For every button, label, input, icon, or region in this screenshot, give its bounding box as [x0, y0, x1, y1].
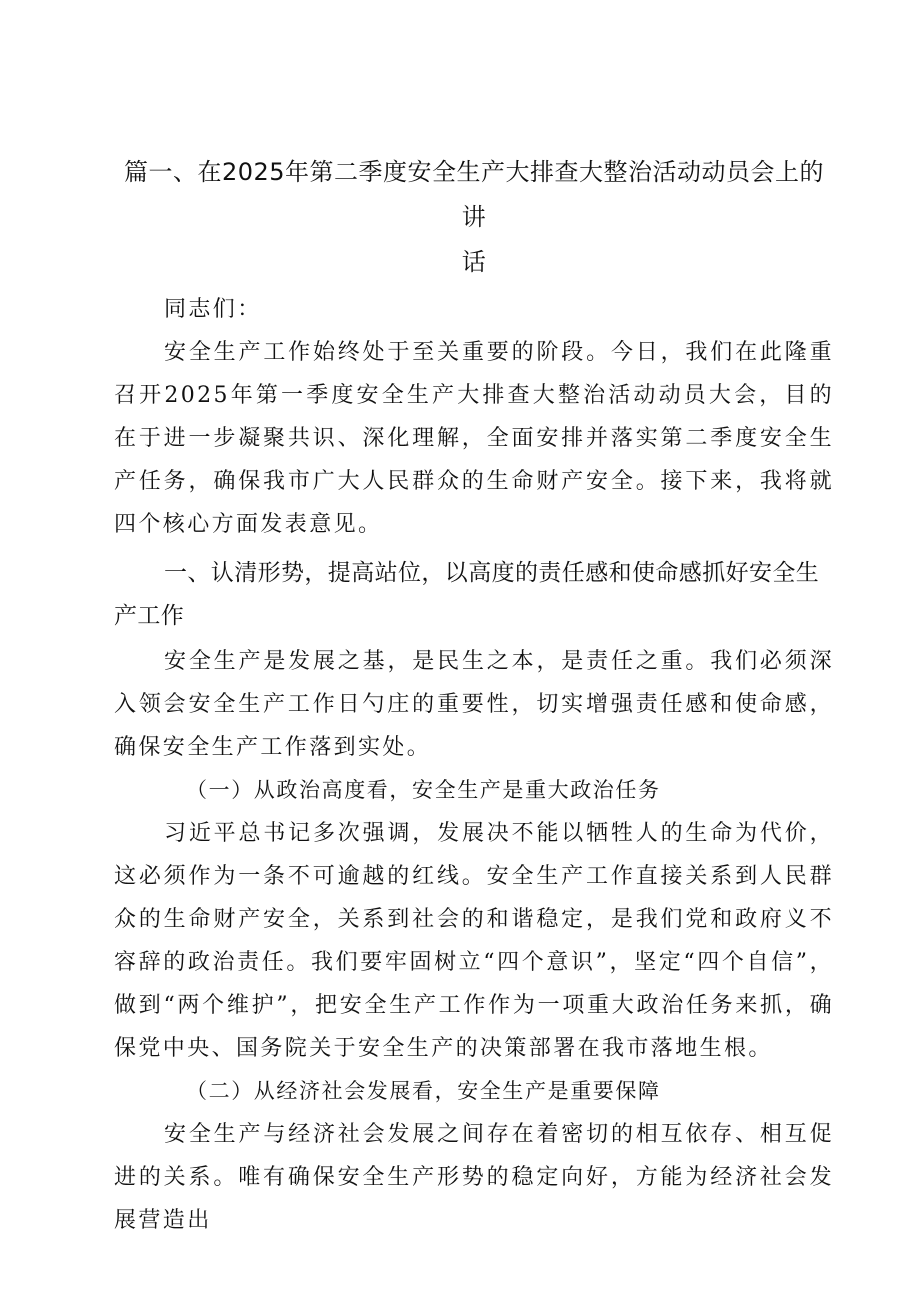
intro-paragraph: 安全生产工作始终处于至关重要的阶段。今日，我们在此隆重召开2025年第一季度安全生产大排查大整治活动动员大会，目的在于进一步凝聚共识、深化理解，全面安排并落实第二季度安全生产任务，确保我市广大人民群众的生命财产安全。接下来，我将就四个核心方面发表意见。 [114, 340, 834, 537]
document-title [114, 150, 834, 285]
greeting: 同志们： [164, 297, 262, 322]
subsection-1-heading: （一）从政治高度看，安全生产是重大政治任务 [186, 778, 661, 802]
subsection-2-paragraph: 安全生产与经济社会发展之间存在着密切的相互依存、相互促进的关系。唯有确保安全生产形势的稳定向好，方能为经济社会发展营造出 [114, 1122, 834, 1233]
subsection-1-paragraph: 习近平总书记多次强调，发展决不能以牺牲人的生命为代价，这必须作为一条不可逾越的红线。安全生产工作直接关系到人民群众的生命财产安全，关系到社会的和谐稳定，是我们党和政府义不容辞的政治责任。我们要牢固树立“四个意识”，坚定“四个自信”，做到“两个维护”，把安全生产工作作为一项重大政治任务来抓，确保党中央、国务院关于安全生产的决策部署在我市落地生根。 [114, 821, 834, 1061]
title-line-2: 话 [461, 248, 487, 276]
document-body [114, 288, 834, 1242]
section-1-paragraph: 安全生产是发展之基，是民生之本，是责任之重。我们必须深入领会安全生产工作日勺庄的重要性，切实增强责任感和使命感，确保安全生产工作落到实处。 [114, 649, 834, 760]
subsection-2-heading: （二）从经济社会发展看，安全生产是重要保障 [186, 1079, 661, 1103]
title-line-1: 篇一、在2025年第二季度安全生产大排查大整治活动动员会上的讲 [123, 158, 825, 231]
section-1-heading: 一、认清形势，提高站位，以高度的责任感和使命感抓好安全生产工作 [114, 560, 820, 629]
